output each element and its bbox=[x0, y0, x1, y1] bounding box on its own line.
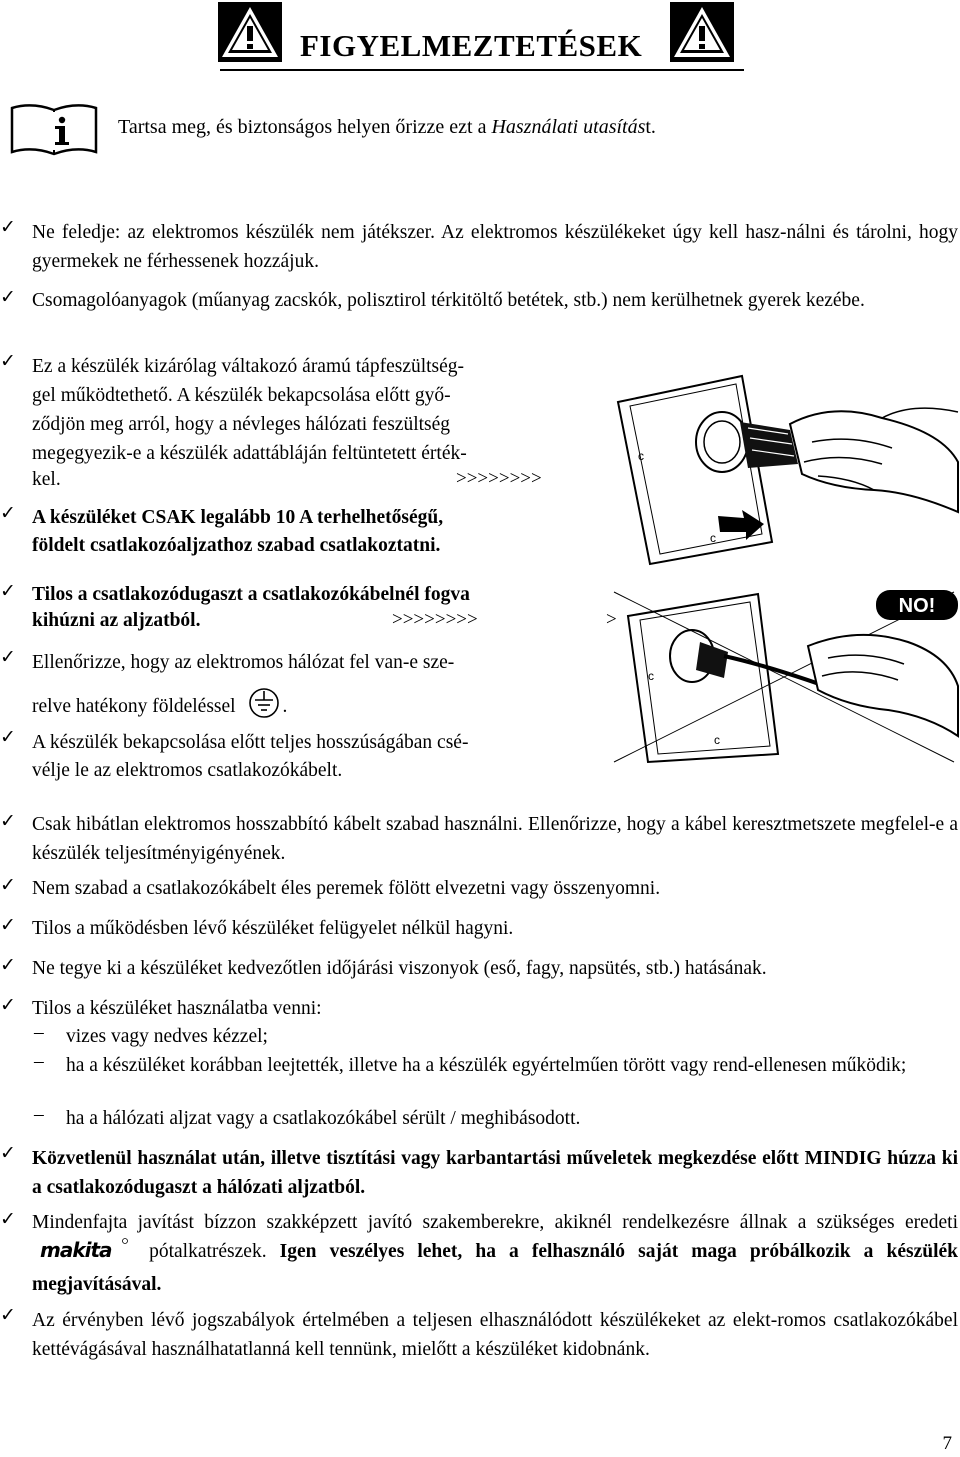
checkmark-icon: ✓ bbox=[0, 954, 16, 976]
list-item: Az érvényben lévő jogszabályok értelmében a teljesen elhasználódott készülékeket az elekt-romos csatlakozókábel kettévágásával használhatatlanná kell tennünk, mielőtt a készüléket kidobnánk. bbox=[32, 1310, 958, 1360]
list-item: relve hatékony földeléssel . bbox=[32, 686, 287, 729]
makita-logo bbox=[38, 1237, 130, 1270]
page-title: FIGYELMEZTETÉSEK bbox=[300, 28, 643, 63]
svg-text:c: c bbox=[648, 669, 654, 683]
list-item: Csak hibátlan elektromos hosszabbító kábelt szabad használni. Ellenőrizze, hogy a kábel keresztmetszete megfelel-e a készülék teljesítményigényének. bbox=[32, 814, 958, 864]
info-book-icon bbox=[8, 100, 100, 163]
checkmark-icon: ✓ bbox=[0, 286, 16, 308]
warning-triangle-icon-left bbox=[218, 2, 282, 62]
list-item: Ellenőrizze, hogy az elektromos hálózat fel van-e sze- bbox=[32, 652, 455, 673]
list-item: Tilos a csatlakozódugaszt a csatlakozókábelnél fogva bbox=[32, 584, 470, 605]
checkmark-icon: ✓ bbox=[0, 580, 16, 602]
checkmark-icon: ✓ bbox=[0, 502, 16, 524]
checkmark-icon: ✓ bbox=[0, 350, 16, 372]
title-underline bbox=[220, 69, 744, 71]
list-item: Nem szabad a csatlakozókábelt éles peremek fölött elvezetni vagy összenyomni. bbox=[32, 878, 661, 899]
list-item: Ez a készülék kizárólag váltakozó áramú tápfeszültség- bbox=[32, 356, 465, 377]
checkmark-icon: ✓ bbox=[0, 1142, 16, 1164]
checkmark-icon: ✓ bbox=[0, 1208, 16, 1230]
checkmark-icon: ✓ bbox=[0, 646, 16, 668]
list-item: földelt csatlakozóaljzathoz szabad csatlakoztatni. bbox=[32, 535, 441, 556]
checkmark-icon: ✓ bbox=[0, 994, 16, 1016]
svg-text:c: c bbox=[710, 531, 716, 545]
dash-marker: – bbox=[34, 1104, 44, 1125]
list-item: gel működtethető. A készülék bekapcsolása előtt győ- bbox=[32, 385, 451, 406]
list-item: Ne feledje: az elektromos készülék nem játékszer. Az elektromos készülékeket úgy kell hasz-nálni és tárolni, hogy gyermekek ne férhessenek hozzájuk. bbox=[32, 222, 958, 272]
arrow-pointer: >>>>>>>> bbox=[456, 468, 542, 489]
list-item: kel. bbox=[32, 469, 61, 490]
svg-text:makita: makita bbox=[40, 1238, 112, 1261]
list-item: Közvetlenül használat után, illetve tisztítási vagy karbantartási műveletek megkezdése előtt MINDIG húzza ki a csatlakozódugaszt a hálózati aljzatból. bbox=[32, 1148, 958, 1198]
dash-marker: – bbox=[34, 1051, 44, 1072]
dash-marker: – bbox=[34, 1022, 44, 1043]
list-item: Tilos a készüléket használatba venni: bbox=[32, 998, 322, 1019]
svg-text:c: c bbox=[638, 449, 644, 463]
checkmark-icon: ✓ bbox=[0, 1304, 16, 1326]
list-item: A készüléket CSAK legalább 10 A terhelhetőségű, bbox=[32, 507, 444, 528]
info-text: Tartsa meg, és biztonságos helyen őrizze ezt a Használati utasítást. bbox=[118, 116, 656, 138]
checkmark-icon: ✓ bbox=[0, 810, 16, 832]
earth-ground-icon bbox=[246, 686, 282, 729]
list-item: Mindenfajta javítást bízzon szakképzett javító szakemberekre, akiknél rendelkezésre állnak a szükséges eredeti makita pótalkatrészek. Igen veszélyes lehet, ha a felhasználó saját maga próbálkozik a készülék megjavításával. bbox=[32, 1212, 959, 1295]
list-item: megegyezik-e a készülék adattábláján feltüntetett érték- bbox=[32, 443, 467, 464]
checkmark-icon: ✓ bbox=[0, 874, 16, 896]
no-label: NO! bbox=[898, 595, 936, 617]
sub-list-item: ha a hálózati aljzat vagy a csatlakozókábel sérült / meghibásodott. bbox=[66, 1108, 581, 1129]
list-item: A készülék bekapcsolása előtt teljes hosszúságában csé- bbox=[32, 732, 469, 753]
list-item: kihúzni az aljzatból. bbox=[32, 610, 201, 631]
checkmark-icon: ✓ bbox=[0, 216, 16, 238]
cable-pull-prohibited-illustration bbox=[608, 586, 960, 771]
plug-insertion-illustration bbox=[612, 372, 960, 573]
list-item: vélje le az elektromos csatlakozókábelt. bbox=[32, 760, 343, 781]
checkmark-icon: ✓ bbox=[0, 914, 16, 936]
arrow-pointer-end: > bbox=[606, 609, 617, 630]
list-item: Csomagolóanyagok (műanyag zacskók, polisztirol térkitöltő betétek, stb.) nem kerülhetnek gyerek kezébe. bbox=[32, 290, 865, 311]
sub-list-item: ha a készüléket korábban leejtették, illetve ha a készülék egyértelműen törött vagy rend-ellenesen működik; bbox=[66, 1055, 907, 1076]
checkmark-icon: ✓ bbox=[0, 726, 16, 748]
sub-list-item: vizes vagy nedves kézzel; bbox=[66, 1026, 268, 1047]
arrow-pointer: >>>>>>>> bbox=[392, 609, 478, 630]
svg-text:c: c bbox=[714, 733, 720, 747]
list-item: ződjön meg arról, hogy a névleges hálózati feszültség bbox=[32, 414, 451, 435]
list-item: Ne tegye ki a készüléket kedvezőtlen időjárási viszonyok (eső, fagy, napsütés, stb.) hatásának. bbox=[32, 958, 767, 979]
page-number: 7 bbox=[942, 1433, 952, 1454]
warning-triangle-icon-right bbox=[670, 2, 734, 62]
list-item: Tilos a működésben lévő készüléket felügyelet nélkül hagyni. bbox=[32, 918, 514, 939]
